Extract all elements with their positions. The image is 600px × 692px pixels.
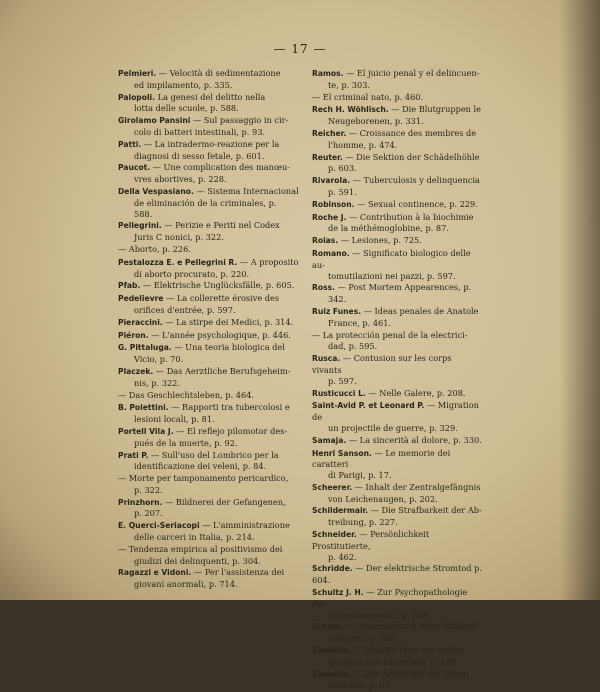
entry-text: — Nelle Galere, p. 208. <box>368 387 466 398</box>
entry-text: — Die Sektion der Schädelhöhle <box>345 151 480 162</box>
index-entry <box>312 621 482 644</box>
entry-author: Palopoli. <box>118 92 156 102</box>
entry-text: p. 322. <box>134 484 163 495</box>
entry-text: p. 597. <box>328 375 357 386</box>
index-entry <box>312 645 482 668</box>
index-entry <box>312 128 482 151</box>
entry-text: schusses, p. 599. <box>328 633 399 644</box>
index-entry <box>118 473 318 496</box>
entry-text: orifices d'entrée, p. 597. <box>134 304 236 315</box>
index-entry <box>312 212 482 235</box>
entry-author: E. Querci-Seriacopi <box>118 521 200 531</box>
entry-text: giovani anormali, p. 714. <box>134 579 238 590</box>
entry-author: Schildermair. <box>312 506 369 516</box>
entry-text: identificazione dei veleni, p. 84. <box>134 461 267 472</box>
entry-text: — Studien über die Rechts- <box>353 645 468 656</box>
index-entry <box>118 92 318 115</box>
entry-text: — La intradermo-reazione per la <box>143 138 280 149</box>
entry-text: — Sistema Internacional <box>196 185 299 196</box>
index-entry <box>312 669 482 692</box>
entry-author: Rech H. Wöhlisch. <box>312 105 389 115</box>
entry-author: Paucot. <box>118 163 151 173</box>
entry-text: — Velocità di sedimentazione <box>158 68 281 78</box>
entry-author: Rusca. <box>312 354 341 364</box>
index-entry <box>312 68 482 91</box>
index-entry <box>118 244 318 256</box>
entry-author: B. Polettini. <box>118 403 169 413</box>
entry-text: glomerasche Krankheit, p. 186. <box>328 656 459 667</box>
entry-author: Schneider. <box>312 530 357 540</box>
entry-text: — A proposito <box>239 256 299 267</box>
entry-author: Reuter. <box>312 152 343 162</box>
page-edge-shadow <box>560 0 600 600</box>
index-entry <box>312 587 482 620</box>
index-entry <box>312 353 482 386</box>
entry-text: un projectile de guerre, p. 329. <box>328 422 458 433</box>
entry-author: Rusticucci L. <box>312 388 366 398</box>
index-entry <box>312 529 482 562</box>
entry-text: — El reflejo pilomotor des- <box>176 425 288 436</box>
entry-text: de la méthémoglobine, p. 87. <box>328 223 449 234</box>
entry-text: — Tendenza empirica al positivismo dei <box>118 543 283 554</box>
entry-author: Della Vespasiano. <box>118 186 194 196</box>
entry-author: Placzek. <box>118 366 154 376</box>
index-entry <box>118 186 318 219</box>
entry-author: Ramos. <box>312 69 344 78</box>
entry-author: Romano. <box>312 248 350 258</box>
entry-text: — Contribution à la biochimie <box>349 211 474 222</box>
index-entry <box>118 293 318 316</box>
index-entry <box>312 248 482 281</box>
entry-author: Rivarola. <box>312 176 351 186</box>
entry-text: — Die Blutgruppen le <box>391 104 482 115</box>
entry-text: vres abortives, p. 228. <box>134 174 227 185</box>
index-entry <box>118 257 318 280</box>
entry-author: Roche J. <box>312 212 347 222</box>
index-entry <box>312 482 482 505</box>
entry-author: Scheerer. <box>312 482 353 492</box>
index-entry <box>118 280 318 292</box>
left-column <box>118 68 318 591</box>
entry-text: — Una teoria biologica del <box>174 342 285 353</box>
index-entry <box>312 306 482 329</box>
index-entry <box>118 520 318 543</box>
entry-text: dad, p. 595. <box>328 341 378 352</box>
entry-author: Pelmieri. <box>118 69 157 78</box>
entry-author: Siemens. <box>312 669 352 679</box>
index-entry <box>312 175 482 198</box>
entry-text: — Aborto, p. 226. <box>118 243 191 254</box>
index-entry <box>312 400 482 433</box>
entry-text: p. 207. <box>134 508 163 519</box>
entry-author: Ragazzi e Vidoni. <box>118 568 192 578</box>
entry-text: — Zur Aetiologie des Turm- <box>353 668 469 679</box>
entry-text: 588. <box>134 208 153 219</box>
entry-text: — L'amministrazione <box>202 520 290 531</box>
entry-text: — Das Aerztliche Berufsgeheim- <box>155 365 291 376</box>
index-entry <box>312 235 482 247</box>
entry-text: Neugeborenen, p. 331. <box>328 116 424 127</box>
entry-text: — Perizie e Periti nel Codex <box>164 220 280 231</box>
entry-text: p. 462. <box>328 551 357 562</box>
entry-text: — Ideas penales de Anatole <box>363 305 479 316</box>
entry-author: Patti. <box>118 139 142 149</box>
entry-text: — La stirpe dei Medici, p. 314. <box>165 316 294 327</box>
entry-author: Prati P. <box>118 450 149 460</box>
entry-author: Ruiz Funes. <box>312 306 362 316</box>
entry-text: — Der elektrische Stromtod p. 604. <box>312 563 482 586</box>
entry-author: Saint-Avid P. et Leonard P. <box>312 401 425 411</box>
index-entry <box>118 544 318 567</box>
entry-text: — Bildnerei der Gefangenen, <box>165 496 286 507</box>
entry-author: Ross. <box>312 283 335 293</box>
index-entry <box>312 282 482 305</box>
entry-text: l'homme, p. 474. <box>328 139 398 150</box>
entry-text: giudizi dei delinquenti, p. 304. <box>134 555 261 566</box>
entry-text: Juris C nonici, p. 322. <box>134 232 224 243</box>
index-entry <box>118 567 318 590</box>
entry-text: schädels, p. 67. <box>328 680 393 691</box>
entry-author: G. Pittaluga. <box>118 343 172 353</box>
entry-text: — Per l'assistenza dei <box>193 567 285 578</box>
entry-author: Pellegrini. <box>118 221 162 231</box>
entry-text: La genesi del delitto nella <box>157 91 266 102</box>
entry-text: — Croissance des membres de <box>348 127 477 138</box>
entry-text: — Die Strafbarkeit der Ab- <box>370 505 482 516</box>
entry-text: Vicio, p. 70. <box>134 354 184 365</box>
index-entry <box>312 152 482 175</box>
entry-text: — Sexual continence, p. 229. <box>357 198 478 209</box>
index-entry <box>118 390 318 402</box>
entry-author: Prinzhorn. <box>118 497 163 507</box>
entry-text: — Une complication des manœu- <box>152 162 291 173</box>
entry-text: treibung, p. 227. <box>328 517 398 528</box>
entry-text: — La collerette érosive des <box>166 293 280 304</box>
index-entry <box>312 330 482 353</box>
entry-text: delle carceri in Italia, p. 214. <box>134 532 255 543</box>
index-entry <box>312 199 482 211</box>
entry-text: — Inhalt der Zentralgefängnis <box>354 481 481 492</box>
entry-author: Roias. <box>312 236 339 246</box>
entry-author: Piéron. <box>118 330 149 340</box>
index-entry <box>118 139 318 162</box>
index-entry <box>118 162 318 185</box>
entry-author: Robinson. <box>312 199 355 209</box>
entry-text: — La sincerità al dolore, p. 330. <box>348 434 482 445</box>
entry-author: Schultz J. H. <box>312 588 364 598</box>
entry-text: — Tuberculosis y delinquencia <box>352 175 480 186</box>
index-entry <box>118 115 318 138</box>
entry-author: Schridde. <box>312 564 353 574</box>
entry-text: — Significato biologico delle au- <box>312 247 471 270</box>
entry-text: — Zur Psychopathologie der <box>312 587 468 609</box>
entry-text: ed impilamento, p. 335. <box>134 79 233 90</box>
entry-text: — Le memorie dei caratteri <box>312 447 451 470</box>
index-entry <box>118 317 318 329</box>
entry-text: France, p. 461. <box>328 317 392 328</box>
entry-text: de eliminación de la criminales, p. <box>134 197 277 208</box>
entry-text: — Migration de <box>312 400 479 423</box>
entry-text: — Lesiones, p. 725. <box>340 235 422 246</box>
entry-text: — Das Geschlechtsleben, p. 464. <box>118 389 255 400</box>
index-entry <box>118 426 318 449</box>
index-entry <box>312 505 482 528</box>
entry-text: di aborto procurato, p. 220. <box>134 268 250 279</box>
index-entry <box>312 92 482 104</box>
page-number: — 17 — <box>273 42 327 56</box>
index-entry <box>118 342 318 365</box>
entry-text: — L'année psychologique, p. 446. <box>151 329 291 340</box>
entry-text: tomutilazioni nei pazzi, p. 597. <box>328 270 456 281</box>
entry-text: p. 603. <box>328 163 357 174</box>
index-entry <box>118 330 318 342</box>
index-entry <box>118 68 318 91</box>
entry-author: Henri Sanson. <box>312 448 372 458</box>
index-entry <box>118 497 318 520</box>
index-entry <box>312 388 482 400</box>
entry-text: — Untersuchung eines Schädel- <box>346 621 480 632</box>
entry-text: — Post Mortem Appearences, p. <box>337 282 472 293</box>
entry-author: Pfab. <box>118 281 141 291</box>
entry-text: — Morte per tamponamento pericardico, <box>118 473 289 484</box>
entry-text: — El criminal nato, p. 460. <box>312 91 424 102</box>
entry-author: Schum. <box>312 622 344 632</box>
right-column <box>312 68 482 692</box>
entry-text: pués de la muerte, p. 92. <box>134 437 238 448</box>
entry-author: Pieraccini. <box>118 317 163 327</box>
entry-author: Portell Vila J. <box>118 426 174 436</box>
index-entry <box>312 104 482 127</box>
index-entry <box>118 402 318 425</box>
entry-text: di Parigi, p. 17. <box>328 470 392 481</box>
entry-author: Siemens. <box>312 646 352 656</box>
entry-text: p. 591. <box>328 186 357 197</box>
entry-author: Pedelievre <box>118 294 164 304</box>
index-entry <box>312 448 482 481</box>
entry-text: — Persönlichkeit Prostitutierte, <box>312 529 430 551</box>
index-entry <box>118 220 318 243</box>
entry-text: diagnosi di sesso fetale, p. 601. <box>134 150 265 161</box>
index-entry <box>312 563 482 586</box>
entry-text: — Rapporti tra tubercolosi e <box>171 402 290 413</box>
entry-text: lotta delle scuole, p. 588. <box>134 103 239 114</box>
entry-text: te, p. 303. <box>328 79 371 90</box>
entry-text: — Contusion sur les corps vivants <box>312 353 452 375</box>
entry-text: lesioni locali, p. 81. <box>134 414 215 425</box>
entry-text: — Sull'uso del Lombrico per la <box>150 449 279 460</box>
entry-text: Operationssucht, p. 228. <box>328 609 431 620</box>
entry-author: Reicher. <box>312 128 347 138</box>
index-entry <box>118 366 318 389</box>
entry-text: — Elektrische Unglücksfälle, p. 605. <box>142 280 295 291</box>
index-entry <box>118 450 318 473</box>
entry-author: Girolamo Pansini <box>118 116 191 126</box>
entry-text: von Leichenaugen, p. 202. <box>328 493 438 504</box>
entry-text: — La protección penal de la electrici- <box>312 329 468 340</box>
entry-text: 342. <box>328 294 347 305</box>
entry-author: Pestalozza E. e Pellegrini R. <box>118 257 238 267</box>
index-entry <box>312 435 482 447</box>
entry-text: — El juicio penal y el delincuen- <box>346 68 480 78</box>
entry-author: Samaja. <box>312 435 347 445</box>
entry-text: — Sul passaggio in cir- <box>192 115 289 126</box>
entry-text: colo di batteri intestinali, p. 93. <box>134 126 266 137</box>
entry-text: nis, p. 322. <box>134 377 180 388</box>
